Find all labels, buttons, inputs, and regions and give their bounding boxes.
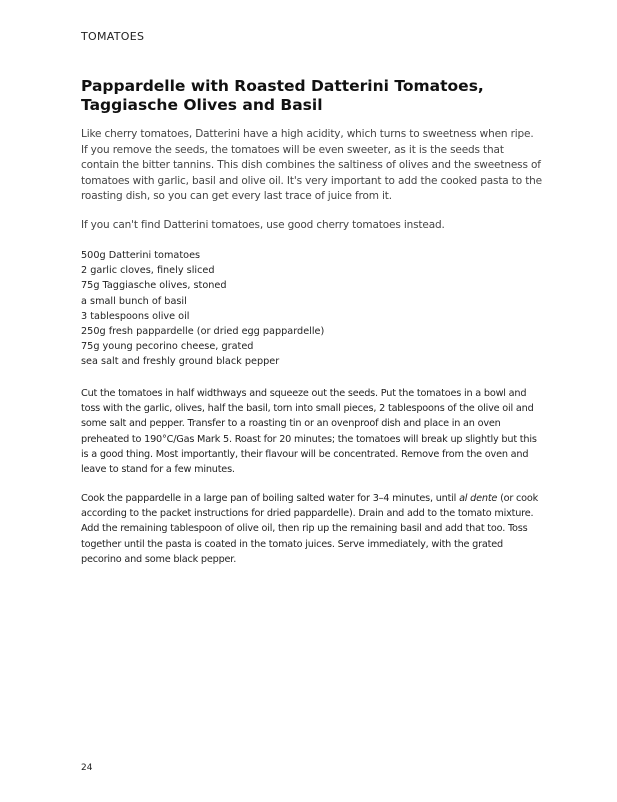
ingredients-list xyxy=(81,248,324,370)
method-text: (or cook according to the packet instructions for dried pappardelle). Drain and add to the tomato mixture. Add the remaining tablespoon of olive oil, then rip up the remaining basil and add that too. Toss together until the pasta is coated in the tomato juices. Serve immediately, with the grated pecorino and some black pepper. xyxy=(81,493,539,565)
italic-term: al dente xyxy=(459,493,498,504)
method-step-2 xyxy=(81,491,543,567)
ingredient-item: 75g young pecorino cheese, grated xyxy=(81,341,254,353)
ingredient-item: 250g fresh pappardelle (or dried egg pappardelle) xyxy=(81,326,325,338)
ingredient-item: 3 tablespoons olive oil xyxy=(81,310,190,322)
intro-paragraph: Like cherry tomatoes, Datterini have a high acidity, which turns to sweetness when ripe. If you remove the seeds, the tomatoes will be even sweeter, as it is the seeds that contain the bitter tannins. This dish combines the saltiness of olives and the sweetness of tomatoes with garlic, basil and olive oil. It's very important to add the cooked pasta to the roasting dish, so you can get every last trace of juice from it. xyxy=(81,128,542,202)
ingredient-item: 500g Datterini tomatoes xyxy=(81,250,201,261)
page-number: 24 xyxy=(81,763,93,773)
intro-note: If you can't find Datterini tomatoes, use good cherry tomatoes instead. xyxy=(81,219,445,231)
ingredient-item: sea salt and freshly ground black pepper xyxy=(81,356,280,368)
ingredient-item: 75g Taggiasche olives, stoned xyxy=(81,280,227,292)
section-header: TOMATOES xyxy=(81,30,145,43)
method-text: Cook the pappardelle in a large pan of boiling salted water for 3–4 minutes, until xyxy=(81,493,460,504)
ingredient-item: 2 garlic cloves, finely sliced xyxy=(81,265,215,277)
recipe-title: Pappardelle with Roasted Datterini Tomatoes, Taggiasche Olives and Basil xyxy=(81,77,484,114)
ingredient-item: a small bunch of basil xyxy=(81,295,187,307)
method-step-1: Cut the tomatoes in half widthways and squeeze out the seeds. Put the tomatoes in a bowl and toss with the garlic, olives, half the basil, torn into small pieces, 2 tablespoons of the olive oil and some salt and pepper. Transfer to a roasting tin or an ovenproof dish and place in an oven preheated to 190°C/Gas Mark 5. Roast for 20 minutes; the tomatoes will break up slightly but this is a good thing. Most importantly, their flavour will be concentrated. Remove from the oven and leave to stand for a few minutes. xyxy=(81,388,537,476)
